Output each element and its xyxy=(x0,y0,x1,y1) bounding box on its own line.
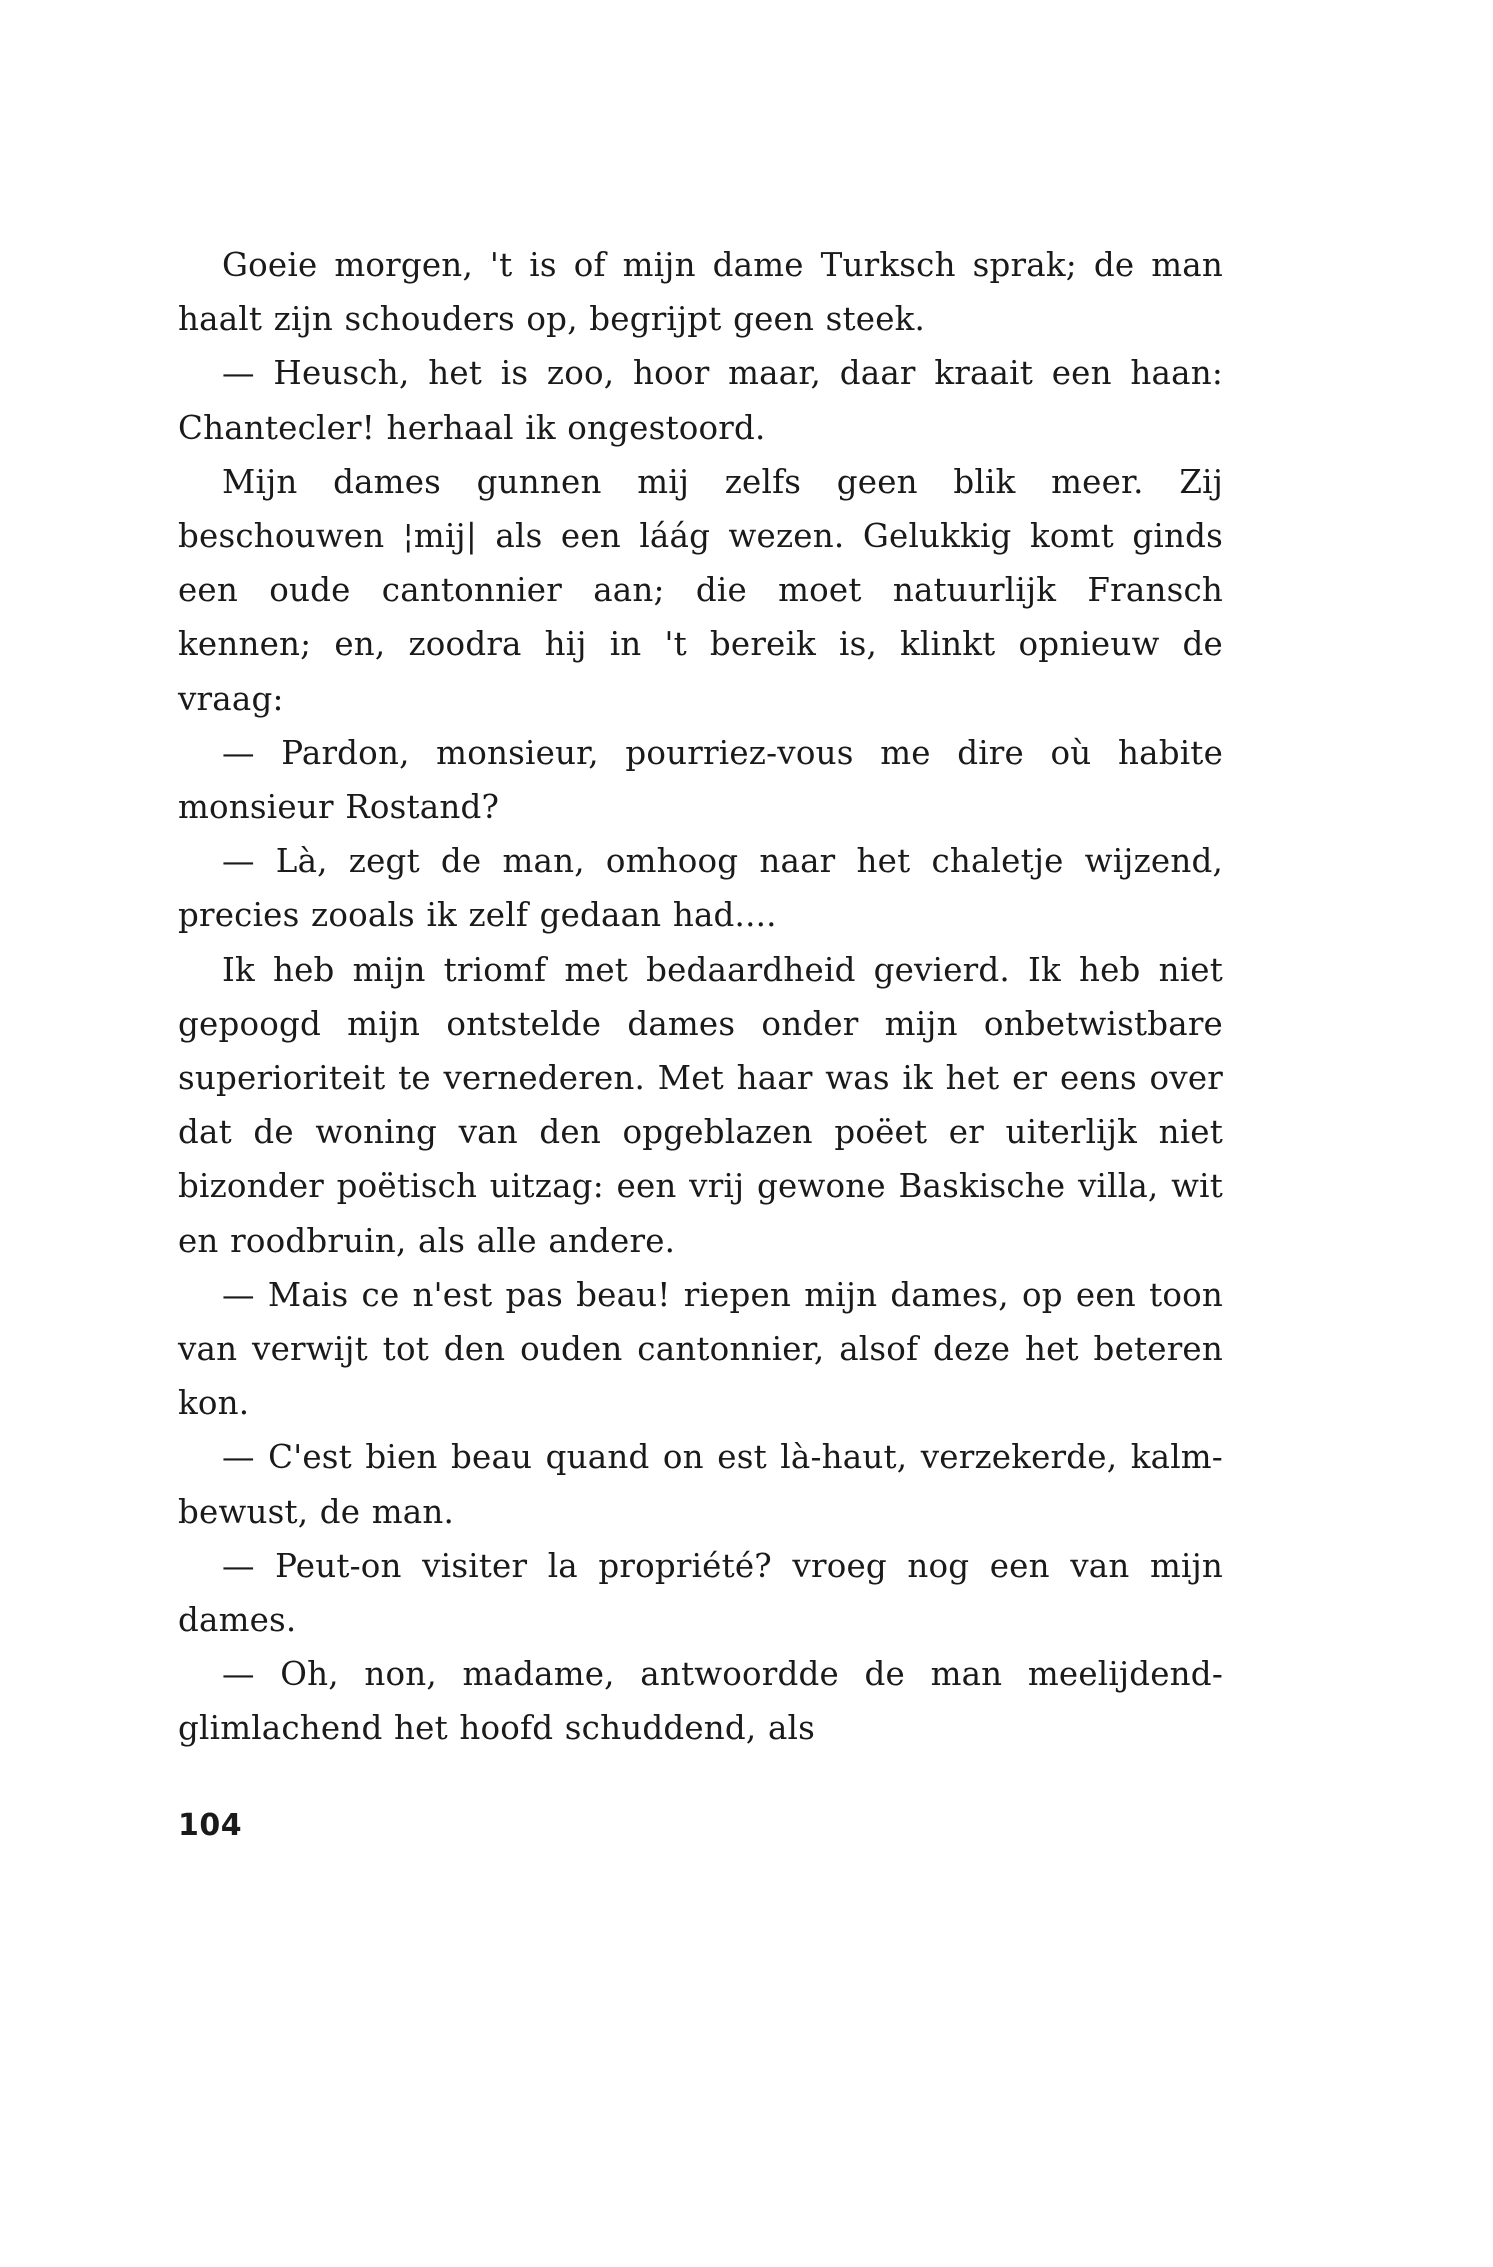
paragraph: Goeie morgen, 't is of mijn dame Turksch sprak; de man haalt zijn schouders op, begrijpt geen steek. xyxy=(178,246,1223,339)
paragraph: Mijn dames gunnen mij zelfs geen blik meer. Zij beschouwen ¦mij| als een láág wezen. Gelukkig komt ginds een oude cantonnier aan; die moet natuurlijk Fransch kennen; en, zoodra hij in 't bereik is, klinkt opnieuw de vraag: xyxy=(178,462,1223,718)
paragraph: — Oh, non, madame, antwoordde de man meelijdend-glimlachend het hoofd schuddend, als xyxy=(178,1655,1223,1748)
paragraph: — Peut-on visiter la propriété? vroeg nog een van mijn dames. xyxy=(178,1546,1223,1640)
paragraph: Ik heb mijn triomf met bedaardheid gevierd. Ik heb niet gepoogd mijn ontstelde dames onder mijn onbetwistbare superioriteit te vernederen. Met haar was ik het er eens over dat de woning van den opgeblazen poëet er uiterlijk niet bizonder poëtisch uitzag: een vrij gewone Baskische villa, wit en roodbruin, als alle andere. xyxy=(178,950,1223,1260)
paragraph: — Là, zegt de man, omhoog naar het chaletje wijzend, precies zooals ik zelf gedaan had.... xyxy=(178,842,1223,935)
paragraph: — Heusch, het is zoo, hoor maar, daar kraait een haan: Chantecler! herhaal ik ongestoord. xyxy=(178,354,1223,447)
paragraph: — Mais ce n'est pas beau! riepen mijn dames, op een toon van verwijt tot den ouden cantonnier, alsof deze het beteren kon. xyxy=(178,1275,1223,1423)
paragraph: — C'est bien beau quand on est là-haut, verzekerde, kalm-bewust, de man. xyxy=(178,1438,1223,1531)
page-number: 104 xyxy=(178,1808,243,1843)
paragraph: — Pardon, monsieur, pourriez-vous me dire où habite monsieur Rostand? xyxy=(178,733,1223,827)
body-text xyxy=(178,238,1223,1756)
